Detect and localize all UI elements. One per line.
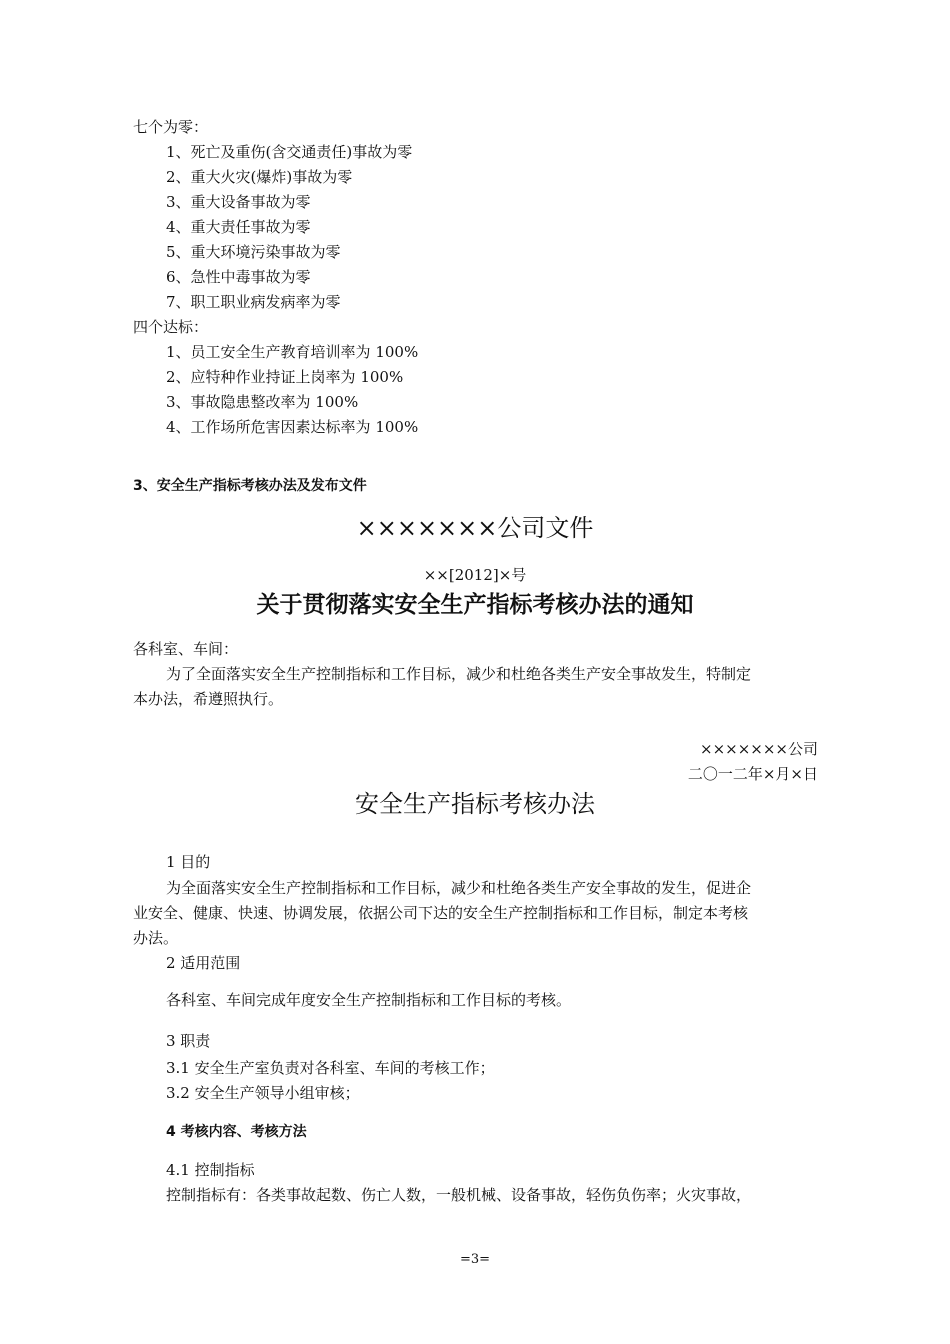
list-item: 4、工作场所危害因素达标率为 100% [166,418,419,436]
four-standard-heading: 四个达标： [133,318,209,336]
control-text: 控制指标有：各类事故起数、伤亡人数，一般机械、设备事故，轻伤负伤率；火灾事故， [166,1186,752,1204]
scope-heading: 2 适用范围 [166,954,241,972]
purpose-text-line: 办法。 [133,929,179,947]
signature-company: ×××××××公司 [700,740,818,758]
list-item: 7、职工职业病发病率为零 [166,293,341,311]
list-item: 2、应特种作业持证上岗率为 100% [166,368,404,386]
notice-recipients: 各科室、车间： [133,640,239,658]
notice-body-line: 本办法，希遵照执行。 [133,690,284,708]
page-number: =3= [459,1252,491,1267]
duty-item: 3.1 安全生产室负责对各科室、车间的考核工作； [166,1059,495,1077]
notice-body-line: 为了全面落实安全生产控制指标和工作目标，减少和杜绝各类生产安全事故发生，特制定 [166,665,752,683]
duty-heading: 3 职责 [166,1032,211,1050]
assess-heading: 4 考核内容、考核方法 [166,1124,307,1140]
list-item: 3、事故隐患整改率为 100% [166,393,359,411]
purpose-heading: 1 目的 [166,853,211,871]
method-title: 安全生产指标考核办法 [355,790,595,818]
duty-item: 3.2 安全生产领导小组审核； [166,1084,360,1102]
purpose-text-line: 为全面落实安全生产控制指标和工作目标，减少和杜绝各类生产安全事故的发生，促进企 [166,879,752,897]
list-item: 6、急性中毒事故为零 [166,268,311,286]
list-item: 4、重大责任事故为零 [166,218,311,236]
notice-title: 关于贯彻落实安全生产指标考核办法的通知 [256,592,694,618]
list-item: 5、重大环境污染事故为零 [166,243,341,261]
list-item: 2、重大火灾(爆炸)事故为零 [166,168,353,186]
purpose-text-line: 业安全、健康、快速、协调发展，依据公司下达的安全生产控制指标和工作目标，制定本考核 [133,904,749,922]
section3-title: 3、安全生产指标考核办法及发布文件 [133,478,367,494]
scope-text: 各科室、车间完成年度安全生产控制指标和工作目标的考核。 [166,991,572,1009]
company-file-title: ×××××××公司文件 [356,514,594,542]
list-item: 1、员工安全生产教育培训率为 100% [166,343,419,361]
doc-number: ××[2012]×号 [423,566,527,584]
list-item: 3、重大设备事故为零 [166,193,311,211]
signature-date: 二〇一二年×月×日 [687,765,818,783]
list-item: 1、死亡及重伤(含交通责任)事故为零 [166,143,413,161]
seven-zero-heading: 七个为零： [133,118,209,136]
control-heading: 4.1 控制指标 [166,1161,255,1179]
